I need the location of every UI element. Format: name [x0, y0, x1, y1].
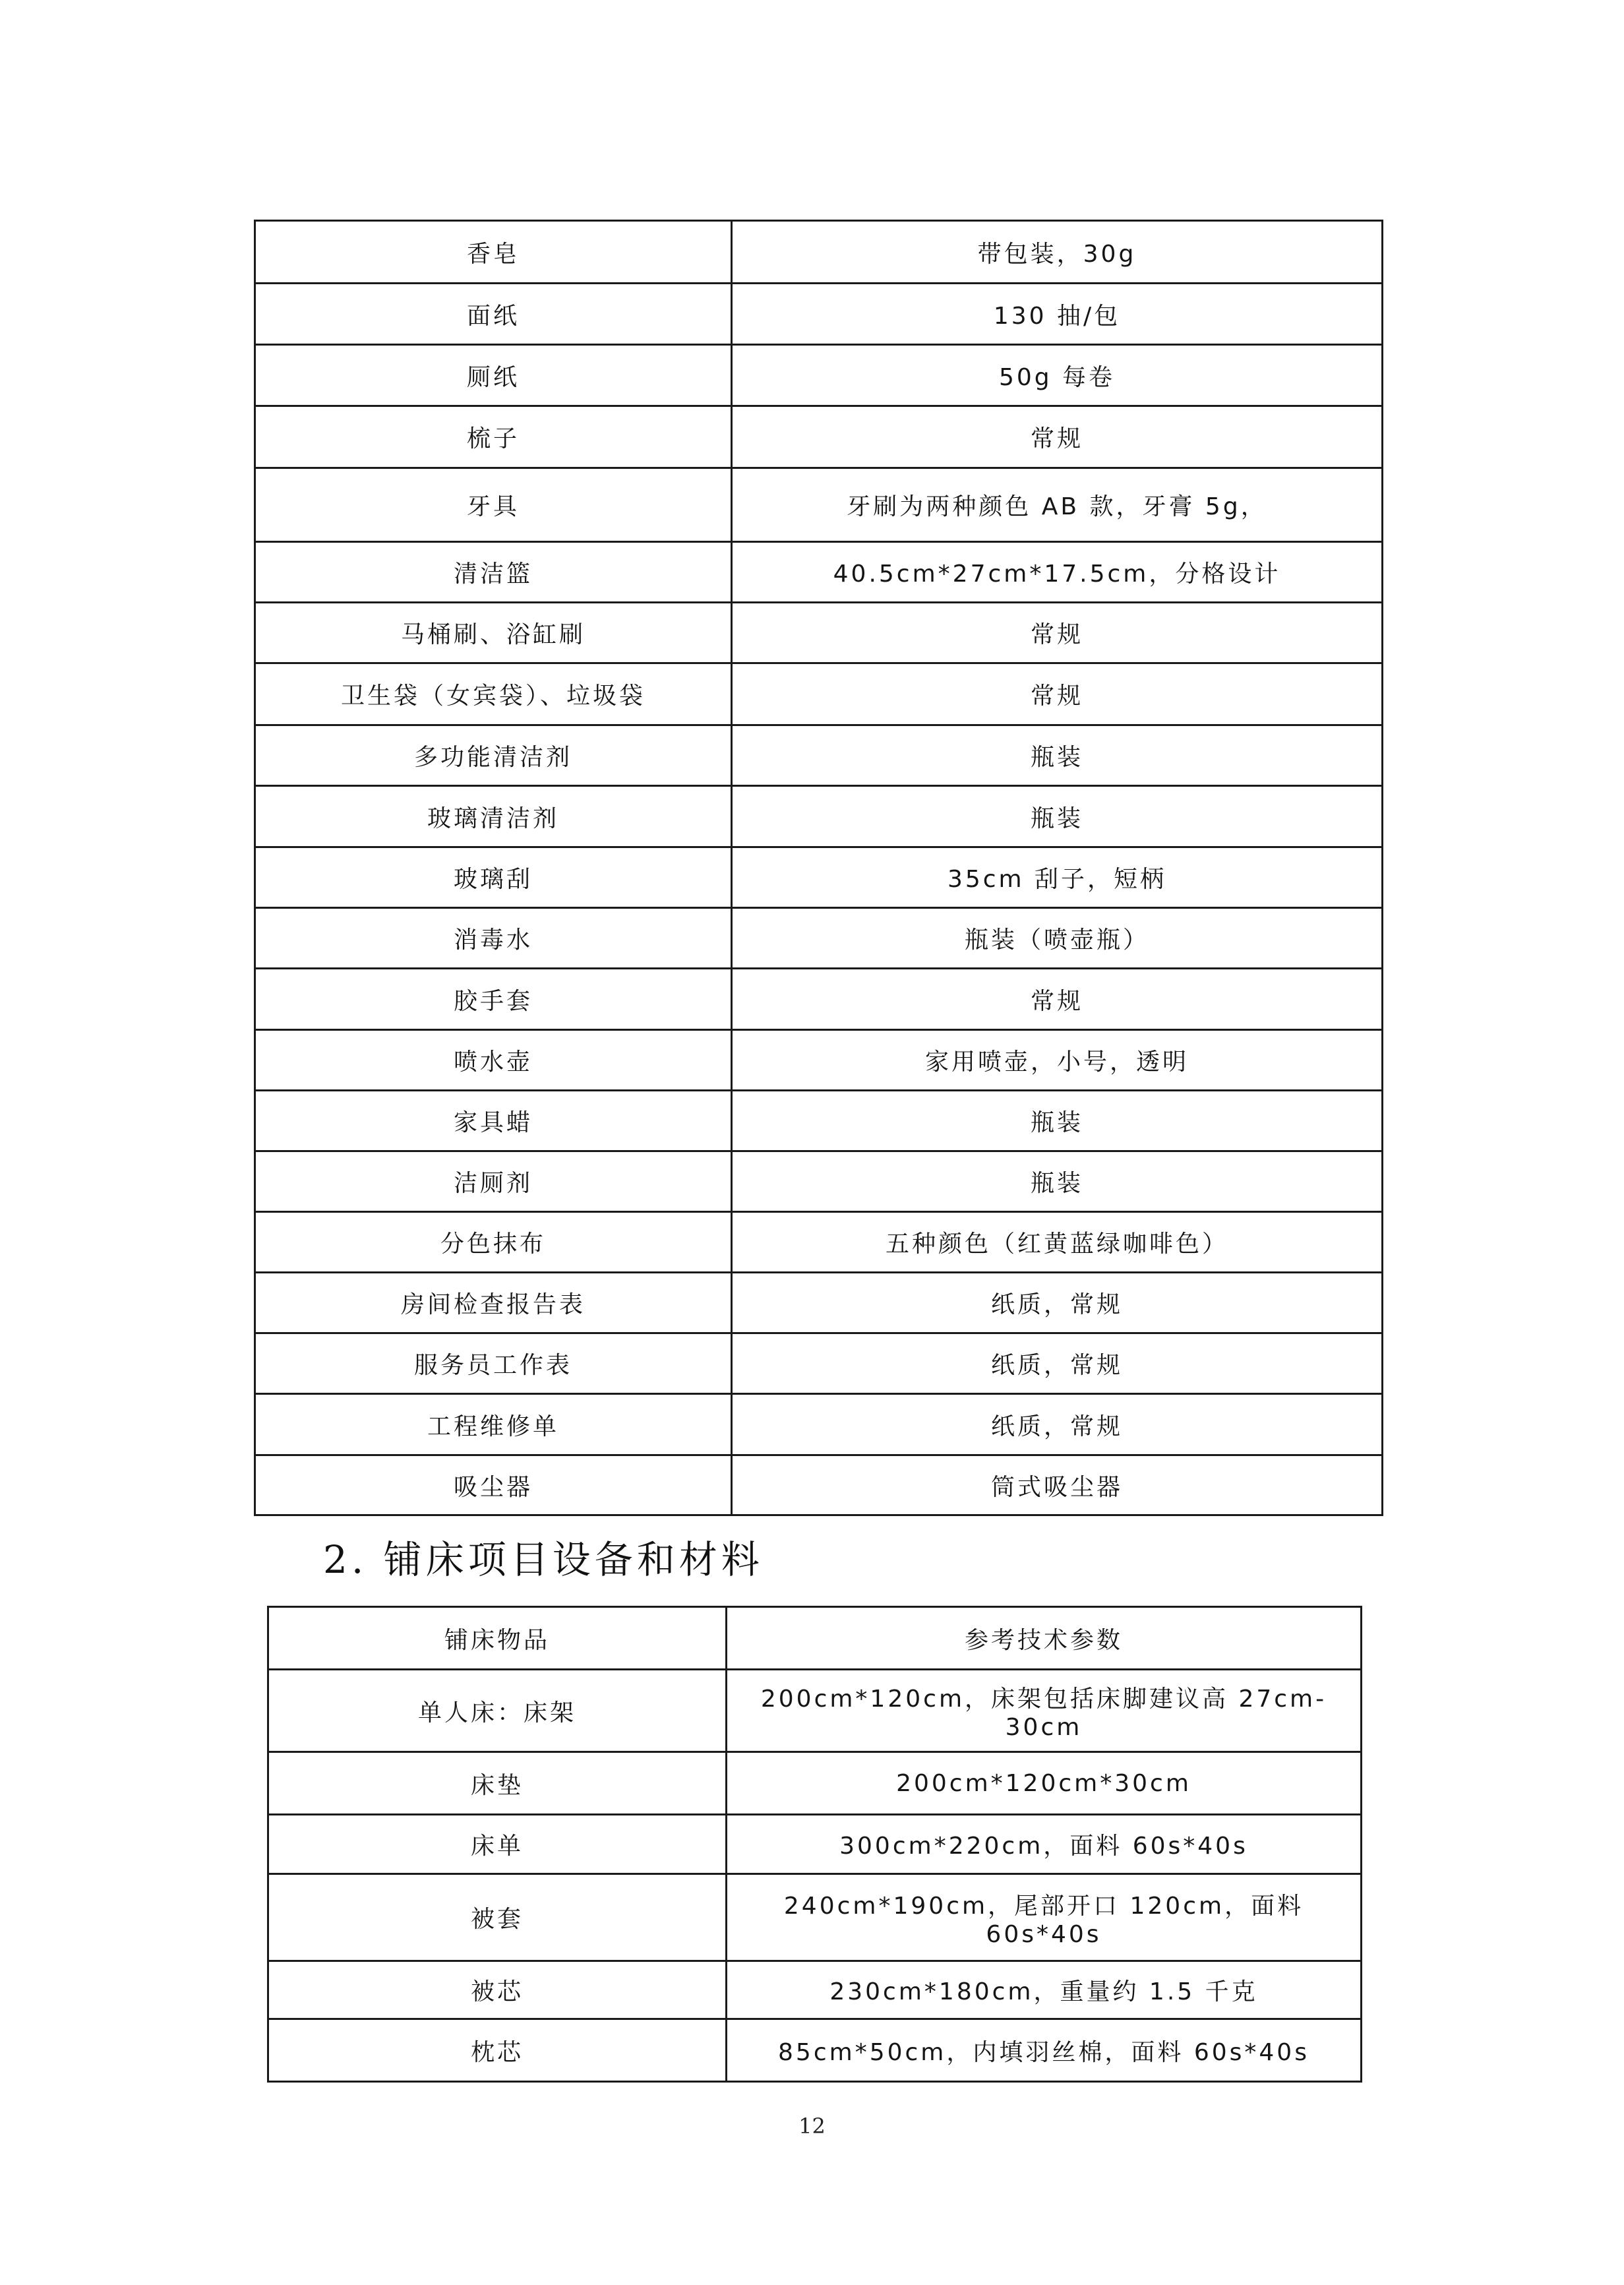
item-cell: 房间检查报告表 [255, 1273, 732, 1333]
spec-cell: 五种颜色（红黄蓝绿咖啡色） [732, 1212, 1383, 1273]
spec-cell: 50g 每卷 [732, 345, 1383, 406]
table-row [255, 468, 1383, 542]
spec-cell: 瓶装 [732, 725, 1383, 786]
table-row [268, 1961, 1362, 2019]
table-row [255, 1091, 1383, 1151]
table-row [255, 284, 1383, 345]
bed-making-equipment-table [267, 1606, 1362, 2083]
item-cell: 洁厕剂 [255, 1151, 732, 1212]
header-item: 铺床物品 [268, 1607, 727, 1670]
spec-cell: 230cm*180cm，重量约 1.5 千克 [727, 1961, 1362, 2019]
table-row [255, 969, 1383, 1030]
spec-cell: 瓶装 [732, 1151, 1383, 1212]
spec-cell: 常规 [732, 406, 1383, 468]
table-row [268, 1670, 1362, 1752]
item-cell: 梳子 [255, 406, 732, 468]
table-header-row [268, 1607, 1362, 1670]
cleaning-supplies-table [254, 220, 1383, 1516]
item-cell: 卫生袋（女宾袋）、垃圾袋 [255, 663, 732, 725]
spec-cell: 纸质，常规 [732, 1333, 1383, 1394]
table-row [255, 663, 1383, 725]
table-row [255, 847, 1383, 908]
item-cell: 床单 [268, 1815, 727, 1874]
table-row [255, 542, 1383, 603]
item-cell: 被套 [268, 1874, 727, 1961]
spec-cell: 300cm*220cm，面料 60s*40s [727, 1815, 1362, 1874]
spec-cell: 200cm*120cm，床架包括床脚建议高 27cm-30cm [727, 1670, 1362, 1752]
item-cell: 被芯 [268, 1961, 727, 2019]
table-row [255, 1394, 1383, 1455]
item-cell: 多功能清洁剂 [255, 725, 732, 786]
item-cell: 枕芯 [268, 2019, 727, 2082]
table-row [255, 908, 1383, 969]
table-row [255, 603, 1383, 663]
spec-cell: 常规 [732, 603, 1383, 663]
table-row [255, 406, 1383, 468]
spec-cell: 130 抽/包 [732, 284, 1383, 345]
table-row [255, 345, 1383, 406]
item-cell: 胶手套 [255, 969, 732, 1030]
item-cell: 玻璃刮 [255, 847, 732, 908]
item-cell: 工程维修单 [255, 1394, 732, 1455]
spec-cell: 带包装，30g [732, 221, 1383, 284]
table-row [255, 1030, 1383, 1091]
spec-cell: 瓶装（喷壶瓶） [732, 908, 1383, 969]
spec-cell: 常规 [732, 663, 1383, 725]
spec-cell: 纸质，常规 [732, 1273, 1383, 1333]
spec-cell: 筒式吸尘器 [732, 1455, 1383, 1515]
table-row [255, 725, 1383, 786]
table-row [255, 221, 1383, 284]
item-cell: 清洁篮 [255, 542, 732, 603]
item-cell: 床垫 [268, 1752, 727, 1815]
page-number: 12 [798, 2114, 826, 2139]
item-cell: 吸尘器 [255, 1455, 732, 1515]
item-cell: 喷水壶 [255, 1030, 732, 1091]
item-cell: 香皂 [255, 221, 732, 284]
spec-cell: 240cm*190cm，尾部开口 120cm，面料 60s*40s [727, 1874, 1362, 1961]
table-row [255, 1273, 1383, 1333]
header-spec: 参考技术参数 [727, 1607, 1362, 1670]
spec-cell: 40.5cm*27cm*17.5cm，分格设计 [732, 542, 1383, 603]
spec-cell: 85cm*50cm，内填羽丝棉，面料 60s*40s [727, 2019, 1362, 2082]
spec-cell: 牙刷为两种颜色 AB 款，牙膏 5g， [732, 468, 1383, 542]
table-row [255, 1333, 1383, 1394]
spec-cell: 常规 [732, 969, 1383, 1030]
table-row [268, 2019, 1362, 2082]
item-cell: 家具蜡 [255, 1091, 732, 1151]
item-cell: 牙具 [255, 468, 732, 542]
table-row [255, 1212, 1383, 1273]
table-row [255, 1455, 1383, 1515]
item-cell: 分色抹布 [255, 1212, 732, 1273]
table-row [268, 1874, 1362, 1961]
spec-cell: 纸质，常规 [732, 1394, 1383, 1455]
section-heading: 2. 铺床项目设备和材料 [323, 1537, 764, 1582]
item-cell: 消毒水 [255, 908, 732, 969]
table-row [255, 1151, 1383, 1212]
table-row [255, 786, 1383, 847]
spec-cell: 200cm*120cm*30cm [727, 1752, 1362, 1815]
item-cell: 马桶刷、浴缸刷 [255, 603, 732, 663]
item-cell: 服务员工作表 [255, 1333, 732, 1394]
item-cell: 单人床：床架 [268, 1670, 727, 1752]
spec-cell: 家用喷壶，小号，透明 [732, 1030, 1383, 1091]
table-row [268, 1752, 1362, 1815]
item-cell: 厕纸 [255, 345, 732, 406]
spec-cell: 35cm 刮子，短柄 [732, 847, 1383, 908]
spec-cell: 瓶装 [732, 786, 1383, 847]
table-row [268, 1815, 1362, 1874]
spec-cell: 瓶装 [732, 1091, 1383, 1151]
item-cell: 面纸 [255, 284, 732, 345]
item-cell: 玻璃清洁剂 [255, 786, 732, 847]
